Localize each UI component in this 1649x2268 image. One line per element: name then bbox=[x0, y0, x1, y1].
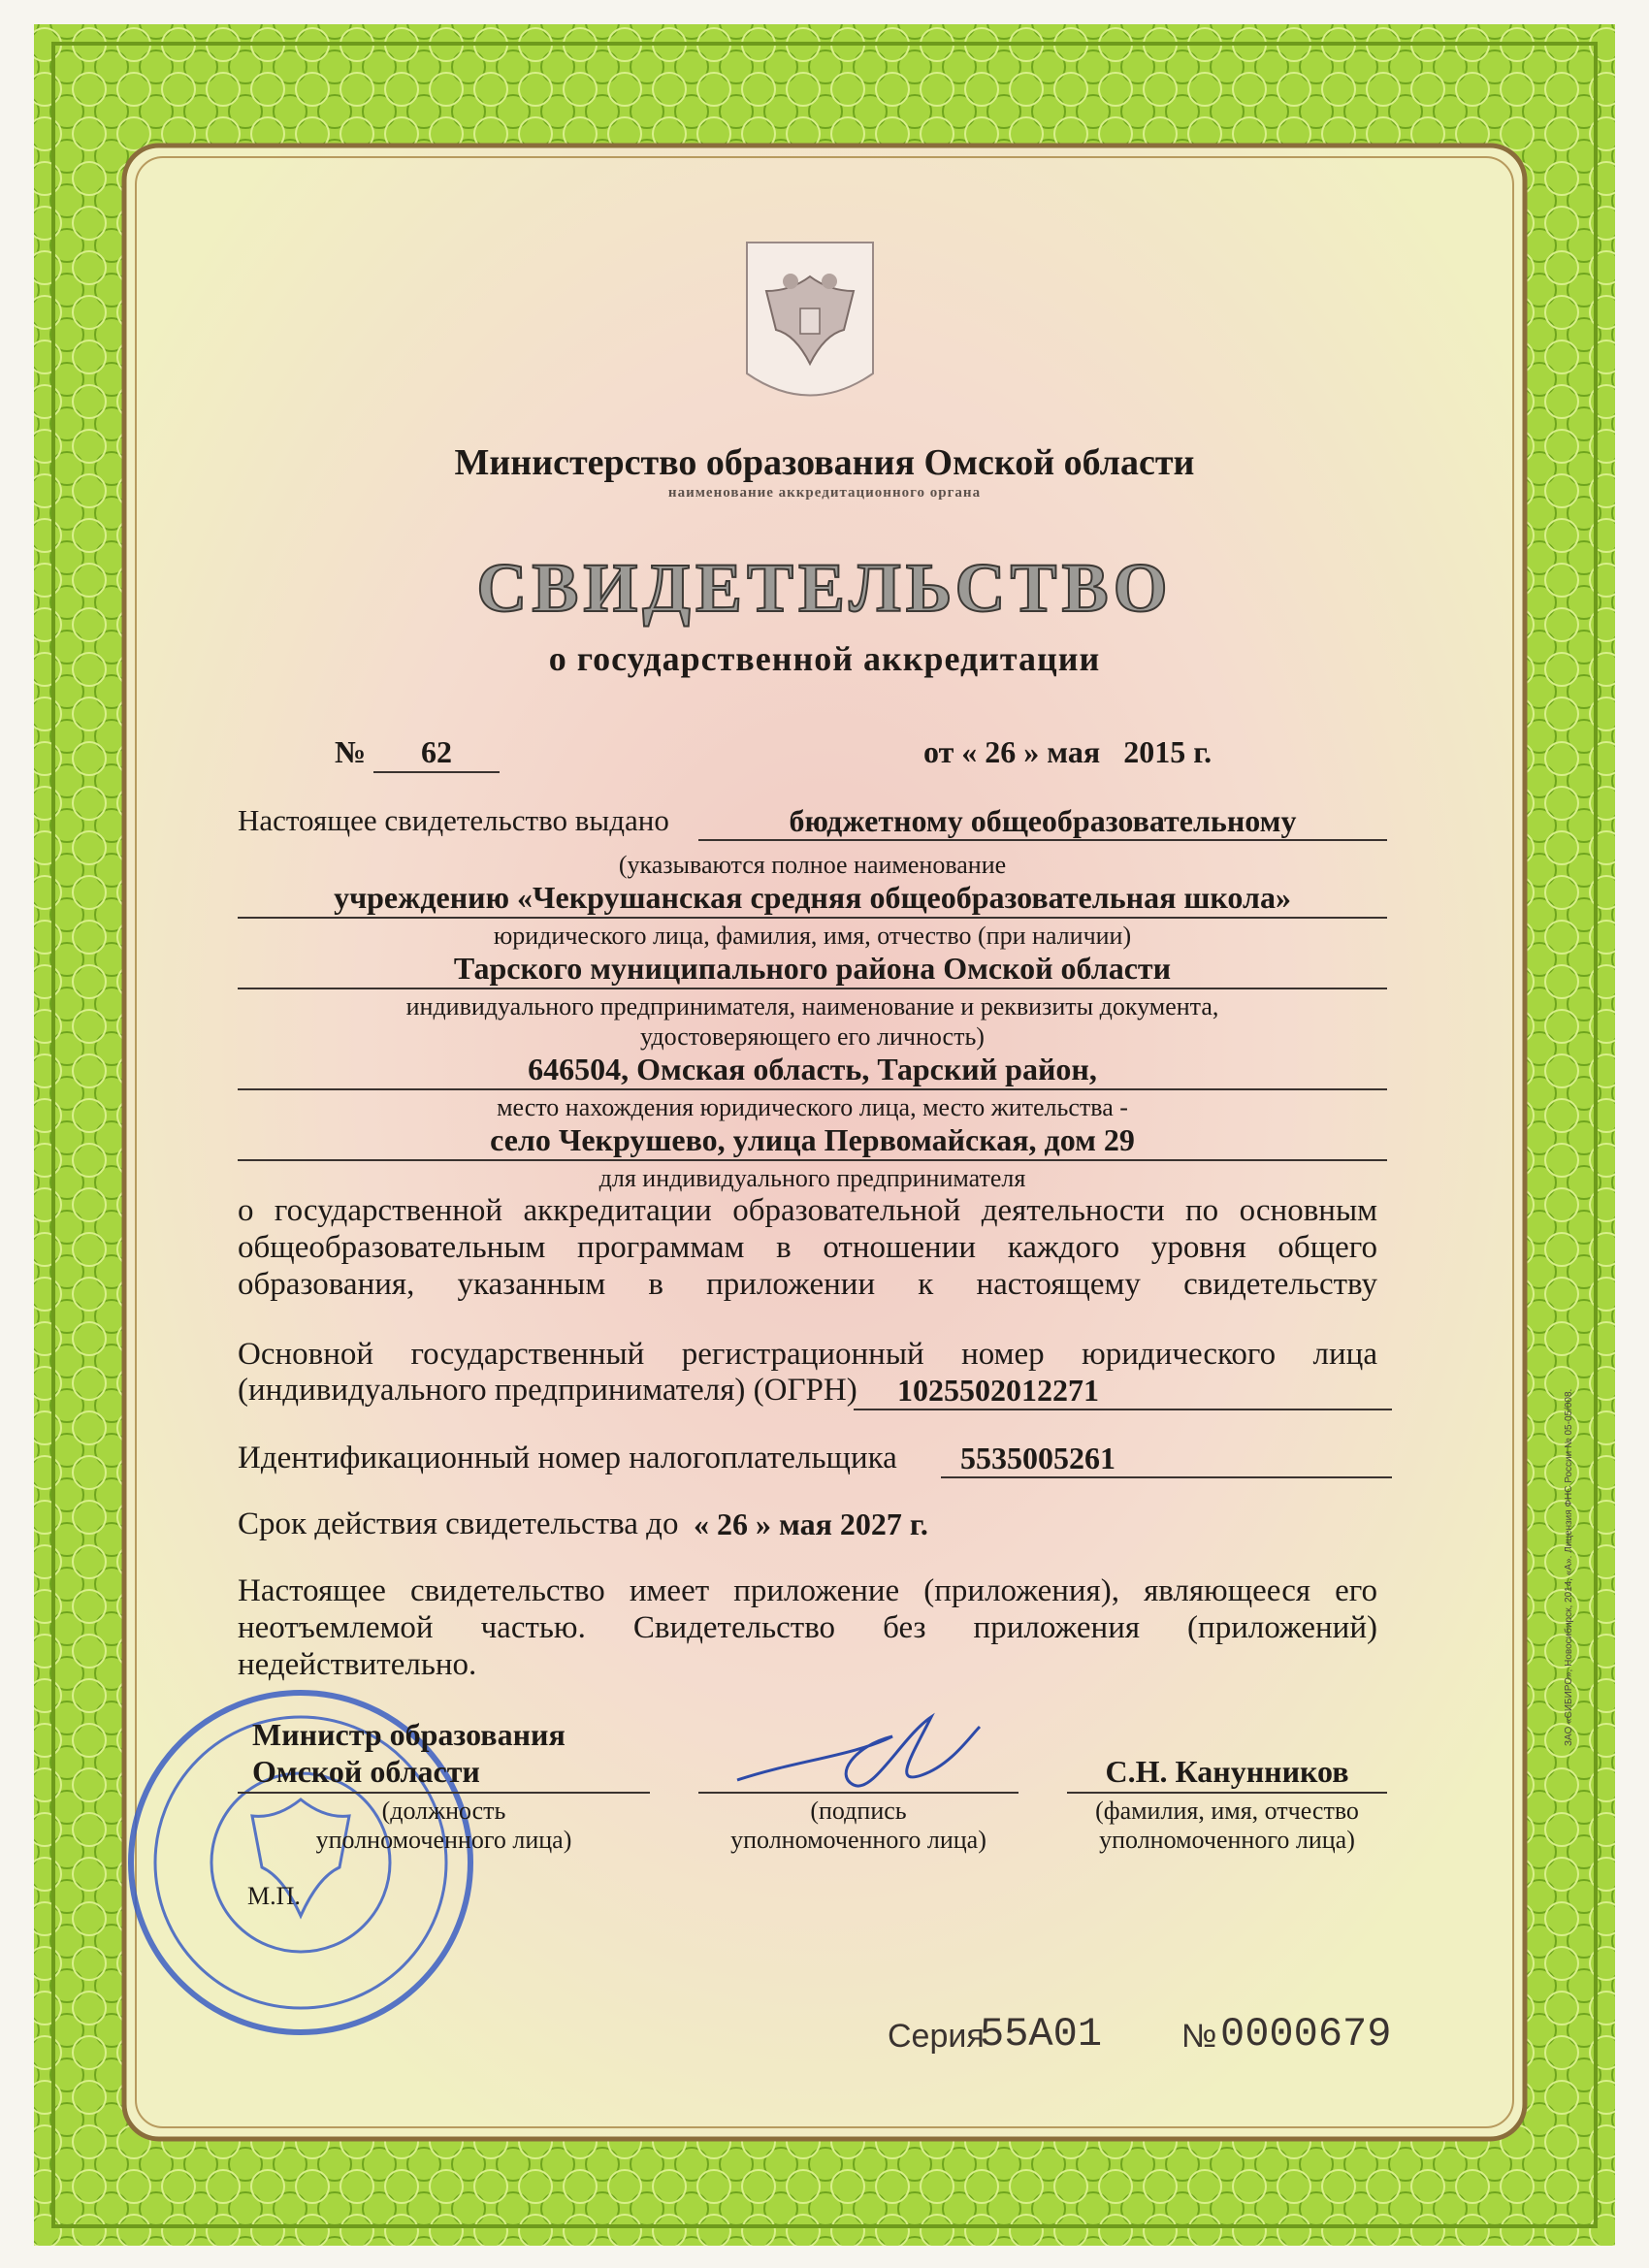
issued-value-5: село Чекрушево, улица Первомайская, дом 29 bbox=[490, 1122, 1135, 1157]
certificate-number: 62 bbox=[421, 734, 452, 769]
number-underline bbox=[373, 771, 500, 773]
issued-hint-1: (указываются полное наименование bbox=[618, 851, 1007, 879]
signature-hint-2: уполномоченного лица) bbox=[730, 1826, 986, 1854]
issued-value-3: Тарского муниципального района Омской области bbox=[453, 951, 1172, 986]
position-hint-1: (должность bbox=[381, 1797, 506, 1825]
validity-prefix: Срок действия свидетельства до bbox=[238, 1507, 679, 1541]
body-line-3: образования, указанным в приложении к настоящему свидетельству bbox=[238, 1267, 1377, 1302]
body-line-1: о государственной аккредитации образовательной деятельности по основным bbox=[238, 1193, 1377, 1228]
serial-number-label: № bbox=[1181, 2018, 1217, 2055]
issued-value-1: бюджетному общеобразовательному bbox=[789, 803, 1297, 838]
signature-hint-1: (подпись bbox=[810, 1797, 907, 1825]
issued-label: Настоящее свидетельство выдано bbox=[238, 803, 669, 837]
body-line-2: общеобразовательным программам в отношении каждого уровня общего bbox=[238, 1230, 1377, 1265]
coat-of-arms-icon bbox=[747, 243, 873, 396]
document-title: СВИДЕТЕЛЬСТВО bbox=[476, 549, 1173, 627]
signer-position-2: Омской области bbox=[252, 1754, 480, 1789]
authority-name: Министерство образования Омской области bbox=[454, 442, 1195, 483]
number-label: № bbox=[335, 734, 367, 769]
appendix-line-2: неотъемлемой частью. Свидетельство без приложения (приложений) bbox=[238, 1610, 1377, 1645]
appendix-line-1: Настоящее свидетельство имеет приложение (приложения), являющееся его bbox=[238, 1573, 1377, 1608]
ogrn-value: 1025502012271 bbox=[897, 1373, 1099, 1408]
issued-hint-5: для индивидуального предпринимателя bbox=[598, 1164, 1026, 1192]
issued-hint-4: место нахождения юридического лица, место жительства - bbox=[497, 1093, 1128, 1121]
issued-hint-2: юридического лица, фамилия, имя, отчество (при наличии) bbox=[493, 922, 1132, 950]
issued-hint-3b: удостоверяющего его личность) bbox=[640, 1022, 985, 1051]
appendix-line-3: недействительно. bbox=[238, 1647, 477, 1682]
inn-value: 5535005261 bbox=[960, 1441, 1116, 1475]
ogrn-line-2: (индивидуального предпринимателя) (ОГРН) bbox=[238, 1373, 857, 1408]
series-value: 55А01 bbox=[980, 2011, 1103, 2057]
issued-value-2: учреждению «Чекрушанская средняя общеобразовательная школа» bbox=[334, 880, 1291, 915]
inn-label: Идентификационный номер налогоплательщика bbox=[238, 1441, 897, 1475]
signer-name: С.Н. Канунников bbox=[1105, 1754, 1349, 1789]
issue-date: от « 26 » мая 2015 г. bbox=[923, 734, 1212, 769]
ogrn-line-1: Основной государственный регистрационный номер юридического лица bbox=[238, 1337, 1377, 1372]
issued-value-4: 646504, Омская область, Тарский район, bbox=[528, 1052, 1097, 1086]
authority-caption: наименование аккредитационного органа bbox=[667, 485, 982, 501]
validity-value: « 26 » мая 2027 г. bbox=[694, 1507, 928, 1541]
serial-number: 0000679 bbox=[1220, 2011, 1392, 2057]
name-hint-2: уполномоченного лица) bbox=[1099, 1826, 1355, 1854]
document-subtitle: о государственной аккредитации bbox=[548, 639, 1101, 678]
stamp-place-mark: М.П. bbox=[247, 1882, 301, 1910]
signer-position-1: Министр образования bbox=[252, 1717, 566, 1752]
position-hint-2: уполномоченного лица) bbox=[315, 1826, 572, 1854]
printer-imprint: ЗАО «СИБИРО», Новосибирск, 2014, «А». Лицензия ФНС России № 05-05/008. bbox=[1564, 1388, 1574, 1746]
name-hint-1: (фамилия, имя, отчество bbox=[1095, 1797, 1359, 1825]
series-label: Серия bbox=[888, 2018, 985, 2055]
issued-hint-3a: индивидуального предпринимателя, наименование и реквизиты документа, bbox=[405, 992, 1219, 1021]
